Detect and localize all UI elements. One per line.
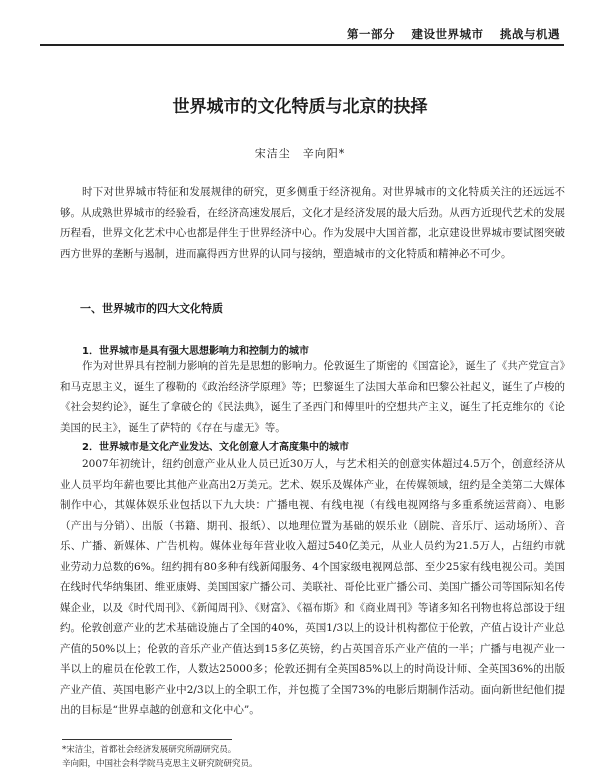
footnote-rule: [62, 739, 232, 740]
paragraph-2: 2007年初统计，纽约创意产业从业人员已近30万人，与艺术相关的创意实体超过4.5万个，创意经济从业人员平均年薪也要比其他产业高出2万美元。艺术、娱乐及媒体产业，在传媒领域，纽约是全美第二大媒体制作中心，其媒体娱乐业包括以下九大块：广播电视、有线电视（有线电视网络与多重系统运营商）、电影（产出与分销）、出版（书籍、期刊、报纸）、以地理位置为基础的娱乐业（剧院、音乐厅、运动场所）、音乐、广播、新媒体、广告机构。媒体业每年营业收入超过540亿美元，从业人员约为21.5万人，占纽约市就业劳动力总数的6%。纽约拥有80多种有线新闻服务、4个国家级电视网总部、至少25家有线电视公司。美国在线时代华纳集团、维亚康姆、美国国家广播公司、美联社、哥伦比亚广播公司、美国广播公司等国际知名传媒企业，以及《时代周刊》、《新闻周刊》、《财富》、《福布斯》和《商业周刊》等诸多知名刊物也将总部设于纽约。伦敦创意产业的艺术基础设施占了全国的40%，英国1/3以上的设计机构都位于伦敦，产值占设计产业总产值的50%以上；伦敦的音乐产业产值达到15多亿英镑，约占英国音乐产业产值的一半；广播与电视产业一半以上的雇员在伦敦工作，人数达25000多；伦敦还拥有全英国85%以上的时尚设计师、全英国36%的出版产业产值、英国电影产业中2/3以上的全职工作，并包揽了全国73%的电影后期制作活动。面向新世纪他们提出的目标是“世界卓越的创意和文化中心”。: [60, 458, 565, 716]
header-section: 建设世界城市: [411, 27, 484, 41]
subheading-2: 2．世界城市是文化产业发达、文化创意人才高度集中的城市: [82, 442, 349, 453]
running-header: [40, 26, 560, 42]
section-heading-1: 一、世界城市的四大文化特质: [80, 302, 223, 315]
paragraph-1: 作为对世界具有控制力影响的首先是思想的影响力。伦敦诞生了斯密的《国富论》，诞生了《共产党宣言》和马克思主义，诞生了穆勒的《政治经济学原理》等；巴黎诞生了法国大革命和巴黎公社起义，诞生了卢梭的《社会契约论》，诞生了拿破仑的《民法典》，诞生了圣西门和傅里叶的空想共产主义，诞生了托克维尔的《论美国的民主》，诞生了萨特的《存在与虚无》等。: [60, 360, 565, 434]
footnote-1: *宋洁尘，首都社会经济发展研究所副研究员。: [62, 745, 237, 755]
intro-paragraph: 时下对世界城市特征和发展规律的研究，更多侧重于经济视角。对世界城市的文化特质关注的还远远不够。从成熟世界城市的经验看，在经济高速发展后，文化才是经济发展的最大后劲。从西方近现代艺术的发展历程看，世界文化艺术中心也都是伴生于世界经济中心。作为发展中大国首都，北京建设世界城市要试图突破西方世界的垄断与遏制，进而赢得西方世界的认同与接纳，塑造城市的文化特质和精神必不可少。: [60, 186, 565, 260]
header-topic: 挑战与机遇: [500, 27, 560, 41]
article-title: 世界城市的文化特质与北京的抉择: [172, 97, 428, 117]
header-part: 第一部分: [346, 27, 395, 41]
footnote-2: 辛向阳，中国社会科学院马克思主义研究院研究员。: [62, 759, 258, 769]
subheading-1: 1．世界城市是具有强大思想影响力和控制力的城市: [82, 346, 309, 357]
article-authors: 宋洁尘 辛向阳*: [254, 147, 346, 160]
header-rule: [40, 44, 564, 46]
